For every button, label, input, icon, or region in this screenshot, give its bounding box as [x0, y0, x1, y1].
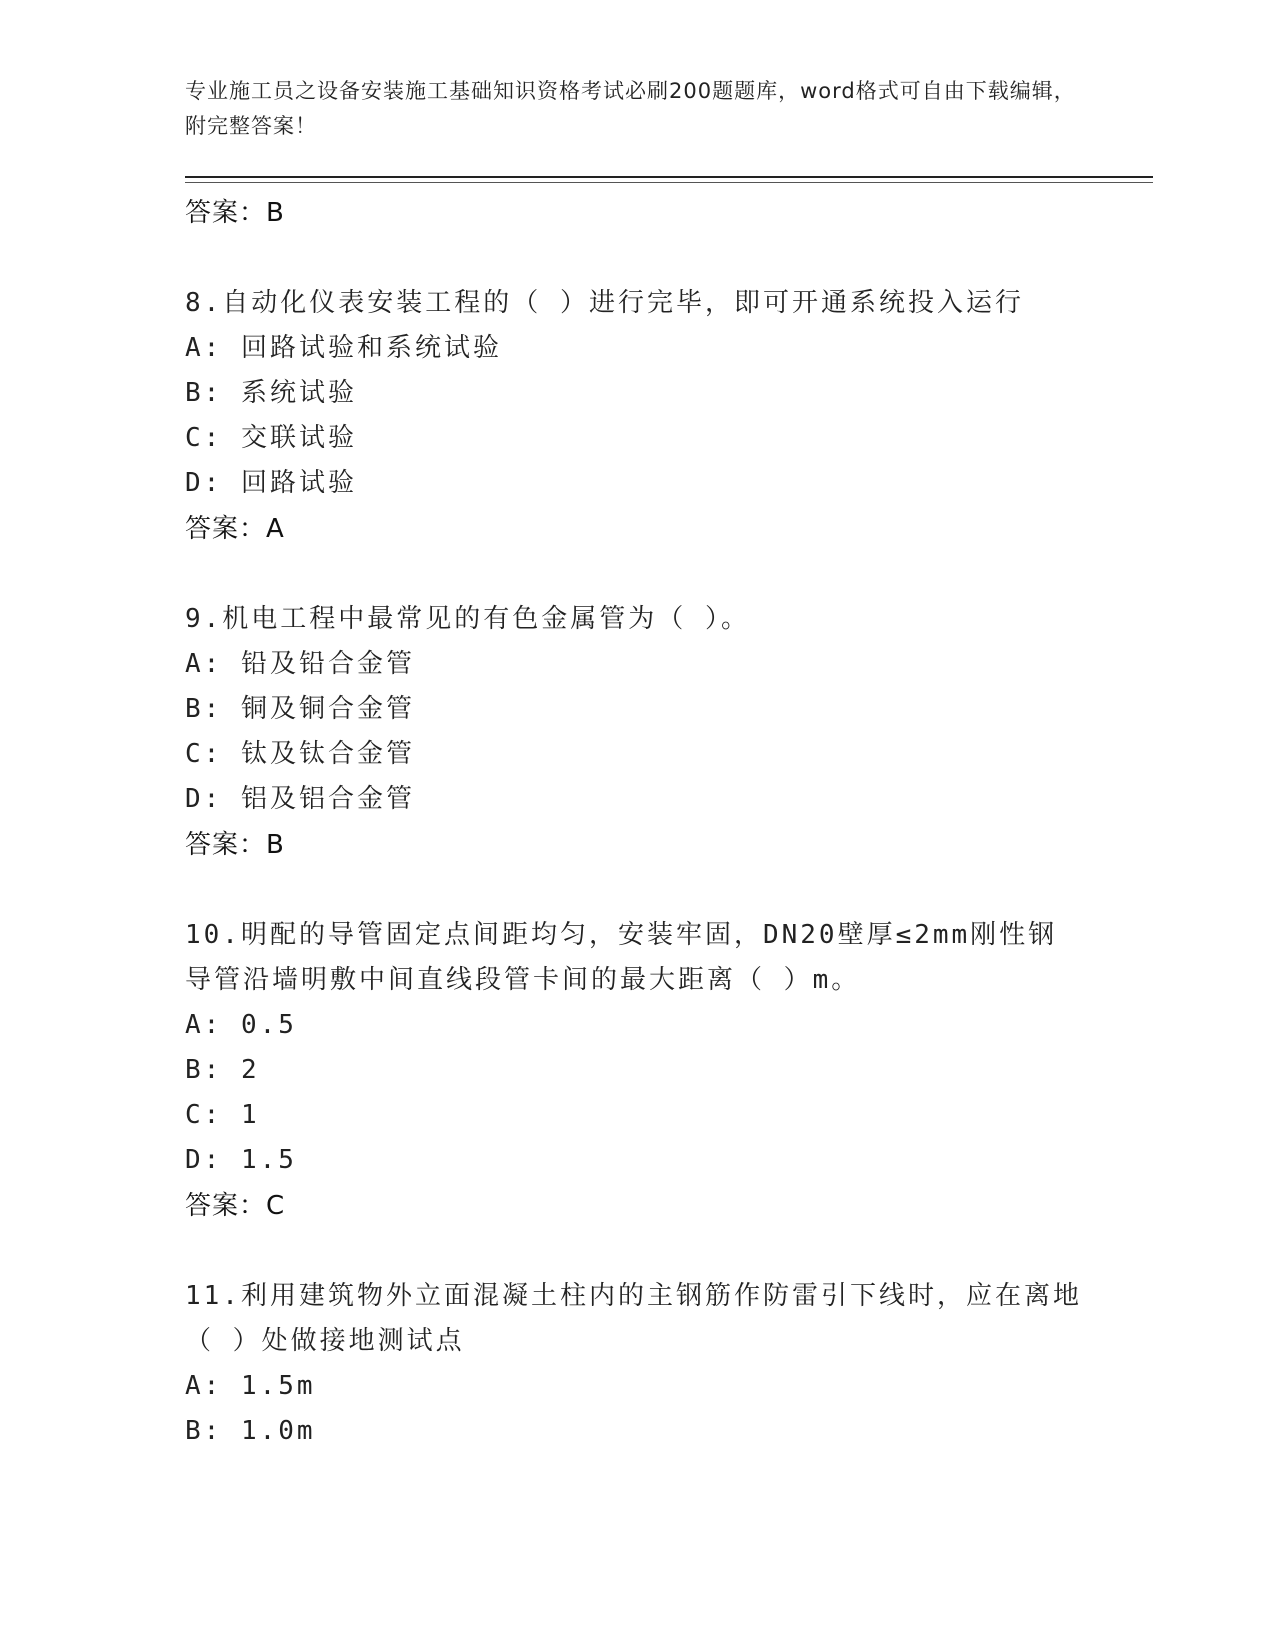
question-11	[185, 1274, 1085, 1454]
question-8	[185, 281, 1085, 552]
question-list	[185, 190, 1085, 1454]
header-rule-thin	[185, 182, 1153, 183]
question-text: 9.机电工程中最常见的有色金属管为（ ）。	[185, 604, 750, 634]
option-a: A: 1.5m	[185, 1371, 316, 1401]
option-b: B: 铜及铜合金管	[185, 694, 415, 724]
question-text: 10.明配的导管固定点间距均匀，安装牢固，DN20壁厚≤2mm刚性钢导管沿墙明敷中间直线段管卡间的最大距离（ ）m。	[185, 920, 1058, 995]
option-a: A: 0.5	[185, 1010, 297, 1040]
answer-line: 答案：C	[185, 1191, 286, 1221]
question-text: 8.自动化仪表安装工程的（ ）进行完毕，即可开通系统投入运行	[185, 288, 1024, 318]
question-9	[185, 597, 1085, 868]
answer-line: 答案：B	[185, 830, 285, 860]
document-header: 专业施工员之设备安装施工基础知识资格考试必刷200题题库，word格式可自由下载编辑，附完整答案！	[185, 79, 1076, 138]
option-b: B: 2	[185, 1055, 260, 1085]
option-b: B: 系统试验	[185, 378, 357, 408]
option-a: A: 铅及铅合金管	[185, 649, 415, 679]
option-c: C: 钛及钛合金管	[185, 739, 415, 769]
option-c: C: 交联试验	[185, 423, 357, 453]
option-d: D: 铝及铝合金管	[185, 784, 415, 814]
option-b: B: 1.0m	[185, 1416, 316, 1446]
answer-line: 答案：B	[185, 198, 285, 228]
option-d: D: 1.5	[185, 1145, 297, 1175]
header-rule-thick	[185, 176, 1153, 178]
option-a: A: 回路试验和系统试验	[185, 333, 502, 363]
question-text: 11.利用建筑物外立面混凝土柱内的主钢筋作防雷引下线时，应在离地（ ）处做接地测试点	[185, 1281, 1082, 1356]
answer-line: 答案：A	[185, 514, 285, 544]
option-c: C: 1	[185, 1100, 260, 1130]
option-d: D: 回路试验	[185, 468, 357, 498]
question-10	[185, 913, 1085, 1229]
